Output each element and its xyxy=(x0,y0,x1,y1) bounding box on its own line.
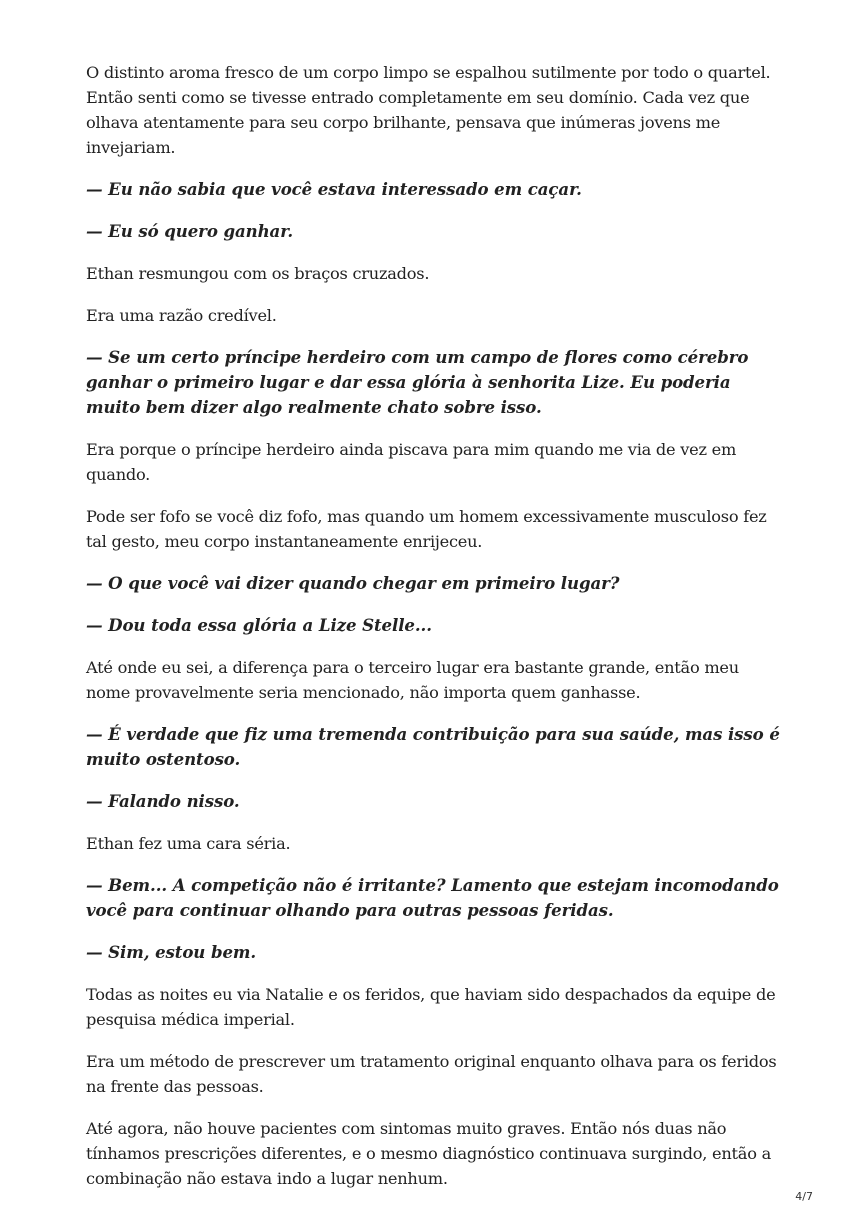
paragraph-9: Era um método de prescrever um tratamento original enquanto olhava para os feridos na frente das pessoas. xyxy=(86,1052,777,1096)
paragraph-1: O distinto aroma fresco de um corpo limpo se espalhou sutilmente por todo o quartel. Então senti como se tivesse entrado completamente em seu domínio. Cada vez que olhava atentamente para seu corpo brilhante, pensava que inúmeras jovens me invejariam. xyxy=(86,63,771,157)
paragraph-10: Até agora, não houve pacientes com sintomas muito graves. Então nós duas não tínhamos prescrições diferentes, e o mesmo diagnóstico continuava surgindo, então a combinação não estava indo a lugar nenhum. xyxy=(86,1119,771,1188)
paragraph-7: Ethan fez uma cara séria. xyxy=(86,834,291,853)
page-number: 4/7 xyxy=(795,1190,813,1203)
dialogue-line-5: — Dou toda essa glória a Lize Stelle... xyxy=(86,615,432,635)
dialogue-line-6: — É verdade que fiz uma tremenda contribuição para sua saúde, mas isso é muito ostentoso. xyxy=(86,724,780,769)
dialogue-line-3: — Se um certo príncipe herdeiro com um campo de flores como cérebro ganhar o primeiro lugar e dar essa glória à senhorita Lize. Eu poderia muito bem dizer algo realmente chato sobre isso. xyxy=(86,347,749,417)
dialogue-line-9: — Sim, estou bem. xyxy=(86,942,257,962)
dialogue-line-8: — Bem... A competição não é irritante? Lamento que estejam incomodando você para continuar olhando para outras pessoas feridas. xyxy=(86,875,779,920)
paragraph-2: Ethan resmungou com os braços cruzados. xyxy=(86,264,430,283)
paragraph-6: Até onde eu sei, a diferença para o terceiro lugar era bastante grande, então meu nome provavelmente seria mencionado, não importa quem ganhasse. xyxy=(86,658,739,702)
dialogue-line-4: — O que você vai dizer quando chegar em primeiro lugar? xyxy=(86,573,620,593)
dialogue-line-2: — Eu só quero ganhar. xyxy=(86,221,293,241)
paragraph-4: Era porque o príncipe herdeiro ainda piscava para mim quando me via de vez em quando. xyxy=(86,440,737,484)
paragraph-3: Era uma razão credível. xyxy=(86,306,277,325)
paragraph-8: Todas as noites eu via Natalie e os feridos, que haviam sido despachados da equipe de pesquisa médica imperial. xyxy=(86,985,776,1029)
document-page xyxy=(86,60,786,1208)
dialogue-line-7: — Falando nisso. xyxy=(86,791,240,811)
paragraph-5: Pode ser fofo se você diz fofo, mas quando um homem excessivamente musculoso fez tal gesto, meu corpo instantaneamente enrijeceu. xyxy=(86,507,767,551)
dialogue-line-1: — Eu não sabia que você estava interessado em caçar. xyxy=(86,179,582,199)
